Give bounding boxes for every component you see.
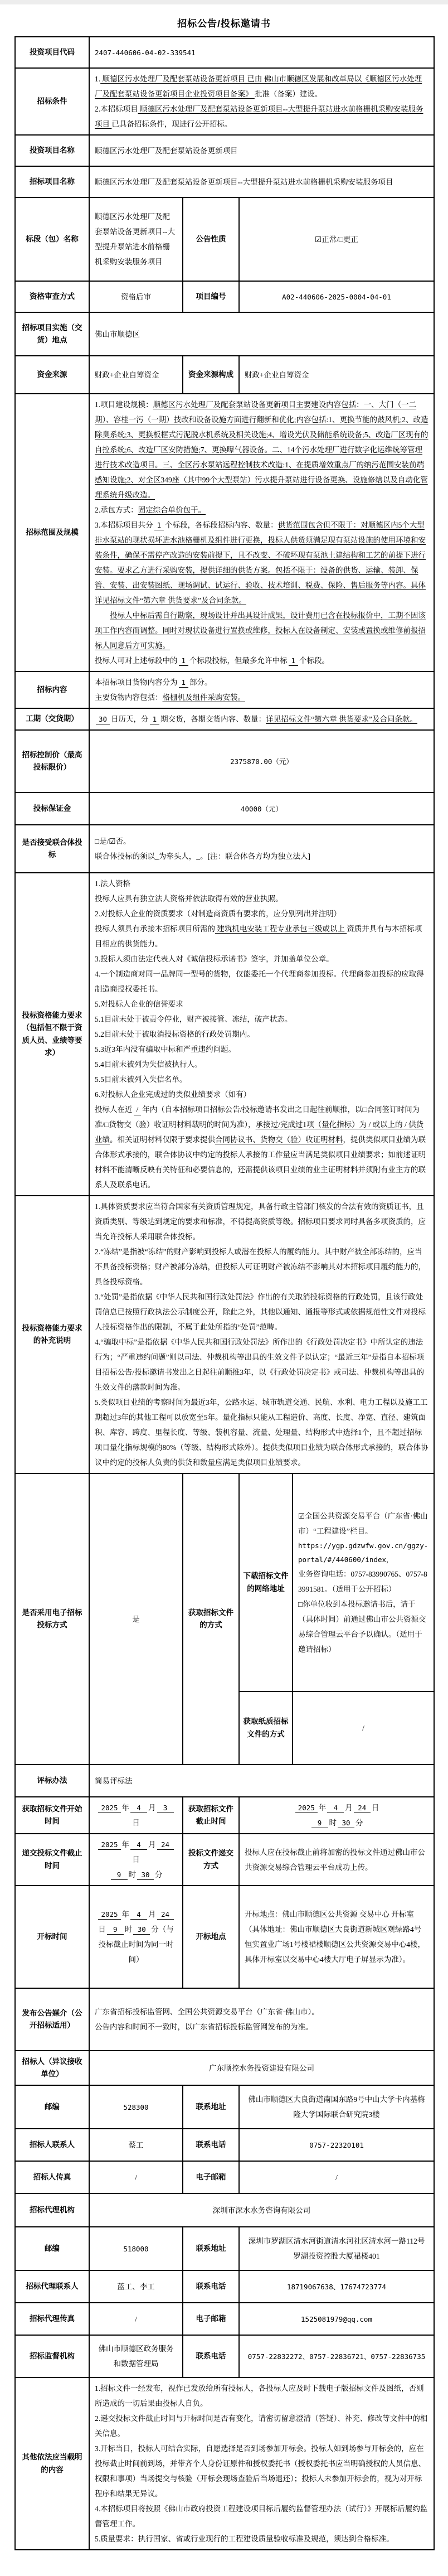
agency-postcode-value: 518000 [89, 2227, 183, 2270]
tender-notice-table [14, 36, 435, 2550]
paragraph: 4.本招标项目将按照《佛山市政府投资工程建设项目标后履约监督管理办法（试行）》开展标后履约监督管理工作。 [95, 2505, 428, 2528]
text-segment: 个标段。 [299, 656, 330, 665]
agency-postcode-label: 邮编 [15, 2227, 89, 2270]
other-matters-value [89, 2377, 434, 2550]
date-line [95, 1837, 177, 1867]
paragraph [95, 397, 428, 502]
paragraph [95, 921, 428, 951]
row-tenderer [15, 2051, 434, 2085]
paragraph: 3.投标人须由法定代表人对《诚信投标承诺书》签字，并加盖单位公章。 [95, 955, 334, 963]
scope-value [89, 394, 434, 671]
doc-obtain-inner-table [240, 1474, 434, 1764]
month-value: 4 [130, 1804, 147, 1813]
other-matters-label: 其他依法应当载明的内容 [15, 2377, 89, 2550]
agency-contact-value: 蓝工、李工 [89, 2270, 183, 2303]
paragraph: 5.5目前未被列入失信名单。 [95, 1075, 187, 1084]
tenderer-email-value: / [239, 2161, 434, 2193]
paragraph: 5.2目前未处于被取消投标资格的行政处罚期内。 [95, 1030, 255, 1038]
text-segment: 期交货，各期交货内容、数量： [160, 715, 266, 723]
time-line [245, 1815, 428, 1830]
text-segment: 2.承包方式： [95, 506, 138, 514]
qualification-supplement-value [89, 1196, 434, 1473]
agency-fax-value: / [89, 2303, 183, 2335]
duration-label: 工期（交货期） [15, 708, 89, 730]
text-segment: 。相关证明材料仅限于要求提供 [110, 1135, 215, 1144]
page-title: 招标公告/投标邀请书 [177, 18, 271, 29]
date-line [245, 1800, 428, 1815]
agency-fax-label: 招标代理传真 [15, 2303, 89, 2335]
doc-start-label: 获取招标文件开始时间 [15, 1797, 89, 1834]
fill-in-blank: / [134, 1105, 142, 1115]
unit-hour: 时 [128, 1871, 136, 1879]
unit-year: 年 [121, 1840, 130, 1849]
investment-code-label: 投资项目代码 [15, 37, 89, 68]
fund-source-label: 资金来源 [15, 356, 89, 394]
electronic-bidding-value: 是 [89, 1473, 183, 1765]
fill-in-blank: 1 [154, 521, 164, 530]
paragraph [95, 675, 428, 690]
consortium-label: 是否接受联合体投标 [15, 825, 89, 873]
underlined-text: 建筑机电安装工程专业承包三级或以上 [215, 925, 347, 933]
content-value [89, 671, 434, 708]
unit-month: 月 [148, 1804, 156, 1812]
paragraph: 5.4目前未被列为失信被执行人。 [95, 1060, 202, 1069]
doc-end-label: 获取招标文件截止时间 [183, 1797, 239, 1834]
row-consortium [15, 825, 434, 873]
paragraph: 广东省招标投标监管网、全国公共资源交易平台（广东省·佛山市）。 [95, 2008, 319, 2016]
paragraph: 5.3近3年内没有骗取中标和严重违约问题。 [95, 1045, 236, 1053]
consortium-value [89, 825, 434, 873]
underlined-text: 详见招标文件“第六章 供货要求”及合同条款。 [266, 715, 417, 723]
paragraph: 1.法人资格 [95, 879, 131, 888]
month-value: 4 [130, 1840, 147, 1850]
unit-hour: 时 [124, 1925, 133, 1934]
paragraph: 5.类似项目业绩的考察时间为最近3年，公路水运、城市轨道交通、民航、水利、电力工程以及施工工期超过3年的其他工程可以放宽至5年。量化指标只能从工程造价、高度、长度、净宽、直径、建筑面积、库容、跨度、里程长度、等级、装机容量、流量、处理量、结构形式中选择1个，且不超过招标项目量化指标规模的80%（等级、结构形式除外）。提供类似项目业绩为联合体形式承接的，联合体协议中约定的投标人负责的供货和数量应满足类似项目业绩要求。 [95, 1398, 428, 1467]
row-investment-code [15, 37, 434, 68]
paper-doc-label: 获取纸质招标文件的方式 [240, 1691, 293, 1764]
submit-method-label: 投标文件递交方式 [183, 1834, 239, 1886]
qualification-review-label: 资格审查方式 [15, 281, 89, 312]
unit-day: 日 [98, 1925, 106, 1934]
underlined-text: 顺德区污水处理厂及配套泵站设备更新项目 已由 佛山市顺德区发展和改革局以《顺德区污水处理厂及配套泵站设备更新项目企业投资项目备案》 [95, 75, 422, 98]
underlined-text: 顺德区污水处理厂及配套泵站设备更新项目主要建设内容包括：一、大门（一二期）、容桂一污（一期）技改和设备设施方面进行翻新和优化;内容包括:1、更换节能的鼓风机;2、改造除臭系统;3、更换板框式污泥脱水机系统及相关设施;4、增设光伏及储能系统设备;5、改造厂区现有的自控系统;6、改造厂区安防措施;7、更换曝气器设备。二、14个污水处理厂进行数字化运维统筹管理进行技术改造项目。三、全区污水泵站远程控制技术改造:1、在提质增效重点厂的纳污范围安装前端感知设施;2、对全区349座（其中99个大型泵站）污水提升泵站进行设备更换、设施修缮以及自动化管理系统升级改造。 [95, 400, 428, 499]
agency-label: 招标代理机构 [15, 2193, 89, 2227]
paragraph: □你单位收到本投标邀请书后，请于（具体时间）前通过佛山市公共资源交易综合管理云平台予以确认。（适用于邀请招标） [298, 1599, 426, 1654]
hour-value: 9 [111, 1871, 128, 1880]
paragraph: 5.1目前未处于被责令停业，财产被接管、冻结，破产状态。 [95, 1015, 293, 1023]
investment-code-value: 2407-440606-04-02-339541 [89, 37, 434, 68]
row-delivery-location [15, 312, 434, 356]
doc-end-value [239, 1797, 434, 1834]
paragraph: □是/☑否。 [95, 837, 131, 845]
section-name-value: 顺德区污水处理厂及配套泵站设备更新项目--大型提升泵站进水前格栅机采购安装服务项目 [89, 197, 183, 281]
row-announcement-media [15, 1988, 434, 2051]
announcement-media-value [89, 1988, 434, 2051]
qualification-review-value: 资格后审 [89, 281, 183, 312]
underlined-text: 格栅机及组件采购安装。 [162, 693, 245, 702]
minute-value: 30 [133, 1925, 150, 1935]
submit-deadline-value [89, 1834, 183, 1886]
paragraph: 投标人应具有独立法人资格并依法取得有效的营业执照。 [95, 895, 283, 903]
paragraph [95, 102, 428, 132]
tenderer-phone-label: 联系电话 [183, 2129, 239, 2161]
row-agency-contact [15, 2270, 434, 2303]
paragraph: 5.质量要求：执行国家、省或行业现行的工程建设质量验收标准及规范，须达到合格标准。 [95, 2535, 394, 2543]
text-segment: 2.本招标项目 [95, 105, 138, 113]
evaluation-method-label: 评标办法 [15, 1765, 89, 1797]
paragraph [95, 608, 428, 653]
unit-day: 日 [132, 1855, 140, 1864]
announcement-media-label: 发布公告媒介（公开招标适用） [15, 1988, 89, 2051]
delivery-location-value: 佛山市顺德区 [89, 312, 434, 356]
unit-year: 年 [121, 1910, 130, 1918]
paragraph: ☑全国公共资源交易平台（广东省·佛山市）“工程建设”栏目。 [298, 1511, 428, 1535]
page-top-strip [0, 0, 448, 4]
tenderer-postcode-label: 邮编 [15, 2085, 89, 2129]
unit-month: 月 [345, 1804, 353, 1812]
fund-mix-value: 财政+企业自筹资金 [239, 356, 434, 394]
qualification-requirements-label: 投标资格能力要求（包括但不限于资质人员、业绩等要求） [15, 873, 89, 1196]
text-segment: ，提供类似项目业绩为联合体形式承接的，联合体协议中约定的投标人承接的工作量应当满足类似项目业绩要求；如前述证明材料不能清晰反映有关特征和必要信息的，还需提供该项目业绩的业主证明材料并须附有业主方的联系人及联系电话。 [95, 1135, 426, 1189]
agency-email-label: 电子邮箱 [183, 2303, 239, 2335]
notice-nature-label: 公告性质 [183, 197, 239, 281]
row-section-name [15, 197, 434, 281]
section-name-label: 标段（包）名称 [15, 197, 89, 281]
open-time-note: （与投标截止时间为同一时间） [98, 1925, 174, 1964]
submit-deadline-label: 递交投标文件截止时间 [15, 1834, 89, 1886]
tenderer-value: 广东顺控水务投资建设有限公司 [89, 2051, 434, 2085]
electronic-bidding-label: 是否采用电子招标投标方式 [15, 1473, 89, 1765]
delivery-location-label: 招标项目实施（交货）地点 [15, 312, 89, 356]
doc-obtain-method-label: 获取招标文件的方式 [183, 1473, 239, 1765]
open-place-label: 开标地点 [183, 1886, 239, 1988]
row-qualification-supplement [15, 1196, 434, 1473]
unit-minute: 分 [151, 1925, 159, 1934]
row-electronic-bidding [15, 1473, 434, 1765]
paragraph: 2.递交投标文件截止时间与开标时间是否有变化，请密切留意澄清（答疑）、补充、修改等文件中的相关信息。 [95, 2414, 428, 2438]
paragraph [95, 690, 428, 705]
paragraph: 3.“处罚”是指依据《中华人民共和国行政处罚法》作出的有关取消投标资格的行政处罚，且该行政处罚信息已按照行政执法公示制度公开，除此之外，其他以通知、通报等形式或依据规范性文件对投标人投标资格作出的限制，不属于此处所指的“处罚”范畴。 [95, 1293, 426, 1331]
day-value: 24 [354, 1804, 371, 1813]
text-segment: 年内（自本招标项目招标公告/投标邀请书发出之日起往前顺推，以□合同签订时间为准/□货物交（验）收证明材料载明的时间为准）， [95, 1105, 420, 1129]
text-segment: 主要货物内容包括： [95, 693, 163, 702]
day-value: 24 [157, 1910, 174, 1920]
fill-in-blank: 1 [289, 656, 299, 666]
duration-value [89, 708, 434, 730]
tenderer-email-label: 电子邮箱 [183, 2161, 239, 2193]
project-name-value: 顺德区污水处理厂及配套泵站设备更新项目--大型提升泵站进水前格栅机采购安装服务项目 [89, 166, 434, 197]
row-agency [15, 2193, 434, 2227]
unit-minute: 分 [155, 1871, 163, 1879]
month-value: 4 [327, 1804, 344, 1813]
paragraph [95, 518, 428, 608]
paragraph: 1.具体资质要求应当符合国家有关资质管理规定，具备行政主管部门核发的合法有效的资质证书，且资质类别、等级达到规定的要求和标准，不得提高资质等级。招标项目要求同时具备多项资质的，应当允许投标人采用联合体投标。 [95, 1202, 426, 1241]
paragraph: 联合体投标的须以_为牵头人，_。[注：联合体各方均为独立法人] [95, 852, 310, 861]
text-segment: 部分。 [189, 678, 212, 687]
fill-in-blank: 30 [96, 715, 110, 724]
unit-day: 日 [132, 1819, 140, 1827]
bid-bond-label: 投标保证金 [15, 792, 89, 825]
row-agency-postcode [15, 2227, 434, 2270]
fund-mix-label: 资金来源构成 [183, 356, 239, 394]
tenderer-fax-value: / [89, 2161, 183, 2193]
unit-year: 年 [121, 1804, 130, 1812]
fill-in-blank: 1 [179, 656, 189, 666]
underlined-text: 承接过/完成过1项（量化指标）为 / 或以上的 / 供货业绩 [95, 1120, 424, 1144]
row-supervisor [15, 2335, 434, 2377]
row-bidding-conditions [15, 68, 434, 135]
agency-phone-label: 联系电话 [183, 2270, 239, 2303]
text-segment: 资质并具有与本招标项目相应的供货能力。 [95, 925, 422, 948]
row-bid-opening [15, 1886, 434, 1988]
year-value: 2025 [98, 1910, 120, 1920]
day-value: 24 [157, 1840, 174, 1850]
unit-year: 年 [318, 1804, 327, 1812]
fill-in-blank: 1 [150, 715, 160, 724]
tenderer-contact-value: 蔡工 [89, 2129, 183, 2161]
project-number-label: 项目编号 [183, 281, 239, 312]
year-value: 2025 [295, 1804, 318, 1813]
row-agency-fax [15, 2303, 434, 2335]
agency-address-value: 深圳市罗湖区清水河街道清水河社区清水河一路112号罗湖投资控股大厦裙楼401 [239, 2227, 434, 2270]
hour-value: 9 [311, 1819, 328, 1828]
agency-phone-value: 18719067638、17674723774 [239, 2270, 434, 2303]
tenderer-address-value: 佛山市顺德区大良街道南国东路9号中山大学卡内基梅隆大学国际联合研究院3楼 [239, 2085, 434, 2129]
hour-value: 9 [107, 1925, 124, 1935]
unit-month: 月 [148, 1840, 156, 1849]
open-place-value: 开标地点：佛山市顺德区公共资源 交易中心 开标室（具体地址：佛山市顺德区大良街道新城区观绿路4号恒实置业广场1号楼裙楼顺德区公共资源交易中心4楼，具体开标室以交易中心4楼大厅电子屏显示为准）。 [239, 1886, 434, 1988]
investment-name-value: 顺德区污水处理厂及配套泵站设备更新项目 [89, 135, 434, 166]
tenderer-address-label: 联系地址 [183, 2085, 239, 2129]
unit-hour: 时 [329, 1819, 337, 1827]
underlined-text: 投标人中标后需自行勘察，现场设计并出具设计成果，设计费用已含在投标报价中，工期不因该项工作内容而调整。同时对现状设备进行置换或维修，投标人在设备制定、安装或置换或维修前报招标人同意后方可实施。 [95, 611, 426, 650]
tender-notice-document [14, 16, 434, 2550]
paragraph [95, 71, 428, 102]
evaluation-method-value: 简易评标法 [89, 1765, 434, 1797]
text-segment: 3.本招标项目共分 [95, 521, 153, 529]
download-url: https://ygp.gdzwfw.gov.cn/ggzy-portal/#/440600/index， [298, 1541, 428, 1564]
paragraph: 2.对投标人企业的资质要求（对制造商资质有要求的，应分别列出并注明） [95, 910, 342, 918]
tenderer-contact-label: 招标人联系人 [15, 2129, 89, 2161]
unit-month: 月 [148, 1910, 156, 1918]
submit-method-value: 投标人应在投标截止前将加密的投标文件通过佛山市公共资源交易综合管理云平台成功上传。 [239, 1834, 434, 1886]
paragraph [95, 712, 428, 727]
scope-label: 招标范围及规模 [15, 394, 89, 671]
download-address-value [293, 1474, 434, 1691]
open-time-label: 开标时间 [15, 1886, 89, 1988]
tenderer-label: 招标人（异议接收单位） [15, 2051, 89, 2085]
minute-value: 30 [338, 1819, 354, 1828]
fund-source-value: 财政+企业自筹资金 [89, 356, 183, 394]
text-segment: 投标人可对上述标段中的 [95, 656, 178, 665]
supervisor-phone-value: 0757-22832272、0757-22836721、0757-22836735 [239, 2335, 434, 2377]
row-control-price [15, 730, 434, 792]
tenderer-postcode-value: 528300 [89, 2085, 183, 2129]
row-investment-name [15, 135, 434, 166]
row-evaluation-method [15, 1765, 434, 1797]
agency-contact-label: 招标代理联系人 [15, 2270, 89, 2303]
paragraph: 5.对投标人企业的信誉要求 [95, 1000, 183, 1008]
supervisor-label: 招标监督机构 [15, 2335, 89, 2377]
fill-in-blank: 1 [179, 678, 189, 688]
underlined-text: 供货范围包含但不限于：对顺德区内5个大型排水泵站的现状损坏进水池格栅机及组件进行更换，投标人供货须满足现有泵站设施的使用环境和安装条件，确保不需停产改造的安装前提下，且不改变、不破坏现有泵池土建结构和工艺的前提下进行安装。要求乙方进行采购安装，提供详细的供货方案。包括不限于：设备的供货、运输、装卸、保管、安装、出安装图纸、现场调试、试运行、验收、技术培训、税费、保险、售后服务等内容。具体详见招标文件“第六章 供货要求”及合同条款。 [95, 521, 426, 605]
underlined-text: 合同协议书、货物交（验）收证明材料 [215, 1135, 343, 1144]
year-value: 2025 [98, 1804, 120, 1813]
row-duration [15, 708, 434, 730]
unit-minute: 分 [356, 1819, 363, 1827]
download-address-label: 下载招标文件的网络地址 [240, 1474, 293, 1691]
doc-start-value [89, 1797, 183, 1834]
project-name-label: 招标项目名称 [15, 166, 89, 197]
row-qualification-review [15, 281, 434, 312]
content-label: 招标内容 [15, 671, 89, 708]
doc-obtain-method-cell [239, 1473, 434, 1765]
row-content [15, 671, 434, 708]
supervisor-value: 佛山市顺德区政务服务和数据管理局 [89, 2335, 183, 2377]
row-funding [15, 356, 434, 394]
paragraph: 6.对投标人企业完成过的类似业绩要求（如有） [95, 1090, 251, 1099]
tenderer-phone-value: 0757-22320101 [239, 2129, 434, 2161]
paragraph [95, 653, 428, 668]
row-tenderer-fax [15, 2161, 434, 2193]
row-paper-doc [240, 1691, 434, 1764]
paragraph [95, 1102, 428, 1192]
tenderer-fax-label: 招标人传真 [15, 2161, 89, 2193]
row-project-name [15, 166, 434, 197]
bidding-conditions-value [89, 68, 434, 135]
text-segment: 已具备招标条件，现进行公开招标。 [111, 120, 232, 128]
text-segment: 1. [95, 75, 101, 83]
row-scope [15, 394, 434, 671]
qualification-requirements-value [89, 873, 434, 1196]
paragraph: 1.招标文件一经发布，视作已发放给所有投标人，各投标人应及时下载电子版招标文件及图纸，否则所造成的一切后果由投标人自负。 [95, 2384, 424, 2408]
qualification-supplement-label: 投标资格能力要求的补充说明 [15, 1196, 89, 1473]
day-value: 3 [157, 1804, 174, 1813]
time-line [95, 1867, 177, 1882]
underlined-text: 顺德区污水处理厂及配套泵站设备更新项目--大型提升泵站进水前格栅机采购安装服务项目 [95, 105, 423, 128]
row-submit-deadline [15, 1834, 434, 1886]
text-segment: 1.项目建设规模： [95, 400, 153, 409]
bid-bond-value: 40000（元） [89, 792, 434, 825]
row-other-matters [15, 2377, 434, 2550]
row-doc-times [15, 1797, 434, 1834]
month-value: 4 [130, 1910, 147, 1920]
row-tenderer-contact [15, 2129, 434, 2161]
text-segment: 日历天，分 [111, 715, 149, 723]
paragraph: 3.开标当日，投标人可结合实际，自愿选择是否到场参加开标会。投标人如到场参与开标会的，应在投标截止时间前到场，并带齐个人身份证原件和授权委托书（授权委托书应当明确授权的人员信息、权限和事项）当场提交与核验（开标会现场查验后当场退还）；投标人未参加开标会的，视为对开标程序和结果无异议。 [95, 2444, 426, 2498]
supervisor-phone-label: 联系电话 [183, 2335, 239, 2377]
text-segment: 个标段投标，但最多允许中标 [189, 656, 288, 665]
row-download-address [240, 1474, 434, 1691]
text-segment: 个标段，各标段招标内容、数量： [165, 521, 278, 529]
agency-email-value: 1525081979@qq.com [239, 2303, 434, 2335]
year-value: 2025 [98, 1840, 120, 1850]
row-tenderer-postcode [15, 2085, 434, 2129]
bidding-conditions-label: 招标条件 [15, 68, 89, 135]
open-time-value [89, 1886, 183, 1988]
agency-address-label: 联系地址 [183, 2227, 239, 2270]
paper-doc-value: / [293, 1691, 434, 1764]
control-price-label: 招标控制价（最高投标限价） [15, 730, 89, 792]
paragraph: 2.“冻结”是指被“冻结”的财产影响到投标人或潜在投标人的履约能力。其中财产被全部冻结的，应当不具备投标资格；财产被部分冻结，但投标人可证明财产被冻结不影响其对本招标项目履约能力的，具备投标资格。 [95, 1248, 426, 1286]
paragraph [95, 502, 428, 518]
paragraph: 业务咨询电话：0757-83990765、0757-83991581。（适用于公开招标） [298, 1569, 427, 1593]
text-segment: 投标人须具有承接本招标项目所需的 [95, 925, 215, 933]
text-segment: 批准（备案）建设。 [254, 90, 323, 98]
control-price-value: 2375870.00（元） [89, 730, 434, 792]
paragraph: 4.“骗取中标”是指依据《中华人民共和国行政处罚法》所作出的《行政处罚决定书》中所认定的违法行为；“严重违约问题”则以司法、仲裁机构等出具的生效文件予以认定；“最近三年”是指自本招标项目招标公告/投标邀请书发出之日起往前顺推3年，以《行政处罚决定书》或司法、仲裁机构等出具的生效文件的落款时间为准。 [95, 1338, 424, 1391]
text-segment: 投标人在近 [95, 1105, 133, 1114]
minute-value: 30 [137, 1871, 154, 1880]
unit-day: 日 [371, 1804, 379, 1812]
investment-name-label: 投资项目名称 [15, 135, 89, 166]
paragraph: 公告内容和时间不一致时，以广东省招标投标监管网发布的为准。 [95, 2023, 313, 2031]
agency-value: 深圳市深水水务咨询有限公司 [89, 2193, 434, 2227]
notice-nature-value: ☑正常/□更正 [239, 197, 434, 281]
paragraph: 4.一个制造商对同一品牌同一型号的货物，仅能委托一个代理商参加投标。代理商参加投标的应取得制造商授权委托书。 [95, 970, 424, 993]
underlined-text: 固定综合单价包干。 [138, 506, 206, 514]
project-number-value: A02-440606-2025-0004-04-01 [239, 281, 434, 312]
row-bid-bond [15, 792, 434, 825]
text-segment: 本招标项目货物内容分为 [95, 678, 178, 687]
row-qualification-requirements [15, 873, 434, 1196]
